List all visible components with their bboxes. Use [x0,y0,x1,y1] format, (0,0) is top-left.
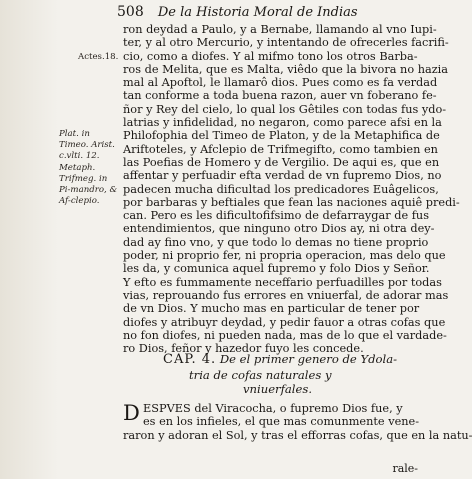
body-line: padecen mucha dificultad los predicadores Euâgelicos, [123,182,439,196]
body-line: por barbaras y beftiales que fean las naciones aquiê predi- [123,195,460,209]
body-line: cio, como a diofes. Y al mifmo tono los otros Barba- [123,49,418,63]
body-line: les da, y comunica aquel fupremo y folo Dios y Señor. [123,262,430,276]
page-gutter [0,0,58,479]
chapter-body-line: es en los infieles, el que mas comunmente vene- [143,415,420,429]
running-title: De la Historia Moral de Indias [157,5,358,20]
body-line: affentar y perfuadir efta verdad de vn fupremo Dios, no [123,169,442,183]
body-line: no fon diofes, ni pueden nada, mas de lo que el vardade- [123,328,447,342]
body-line: entendimientos, que ninguno otro Dios ay, ni otra dey- [123,222,435,236]
chapter-number: CAP. 4. [163,352,217,367]
body-line: ros de Melita, que es Malta, viêdo que la bivora no hazia [123,62,449,76]
body-line: poder, ni proprio fer, ni propria operacion, mas delo que [123,249,446,263]
chapter-body-line: ESPVES del Viracocha, o fupremo Dios fue, y [143,402,403,415]
body-line: diofes y atribuyr deydad, y pedir fauor a otras cofas que [123,315,446,329]
body-line: can. Pero es les dificultofifsimo de defarraygar de fus [123,209,429,223]
margin-note-acts: Actes.18. [78,52,119,62]
body-line: de vn Dios. Y mucho mas en particular de tener por [123,302,420,316]
body-line: dad ay fino vno, y que todo lo demas no tiene proprio [123,235,429,249]
chapter-body-lines [123,402,472,442]
body-line: Ariftoteles, y Afclepio de Trifmegifto, como tambien en [123,142,438,156]
chapter-body-line: raron y adoran el Sol, y tras el efforras cofas, que en la natu- [123,428,472,442]
catchword: rale- [392,462,418,475]
body-line: Y efto es fummamente neceffario perfuadilles por todas [123,275,442,289]
chapter-title-line-1: De el primer genero de Ydola- [219,352,398,366]
chapter-heading [163,352,421,397]
drop-cap: D [123,401,140,425]
body-line: tan conforme a toda buena razon, auer vn foberano fe- [123,89,437,103]
body-line: mal al Apoftol, le llamarô dios. Pues como es fa verdad [123,76,438,90]
body-text [123,23,460,356]
body-line: ñor y Rey del cielo, lo qual los Gêtiles con todas fus ydo- [123,102,447,116]
margin-note-sources: Plat. in Timeo. Arist. c.vlti. 12. Metaph. Trifmeg. in Pi-mandro, & Af-clepio. [59,129,118,207]
body-line: ro Dios, feñor y hazedor fuyo les concede. [123,342,364,356]
chapter-title-line-3: vniuerfales. [243,382,313,396]
running-header [117,4,358,20]
body-line: ron deydad a Paulo, y a Bernabe, llamando al vno Iupi- [123,23,437,36]
body-line: las Poefias de Homero y de Vergilio. De aqui es, que en [123,155,440,169]
chapter-title-line-2: tria de cofas naturales y [189,367,332,382]
body-line: latrias y infidelidad, no negaron, como parece afsi en la [123,116,442,130]
body-line: vias, reprouando fus errores en vniuerfal, de adorar mas [123,288,449,302]
body-line: ter, y al otro Mercurio, y intentando de ofrecerles facrifi- [123,36,449,50]
body-line: Philofophia del Timeo de Platon, y de la Metaphifica de [123,129,440,143]
chapter-body [123,401,472,442]
page-number: 508 [117,4,144,20]
